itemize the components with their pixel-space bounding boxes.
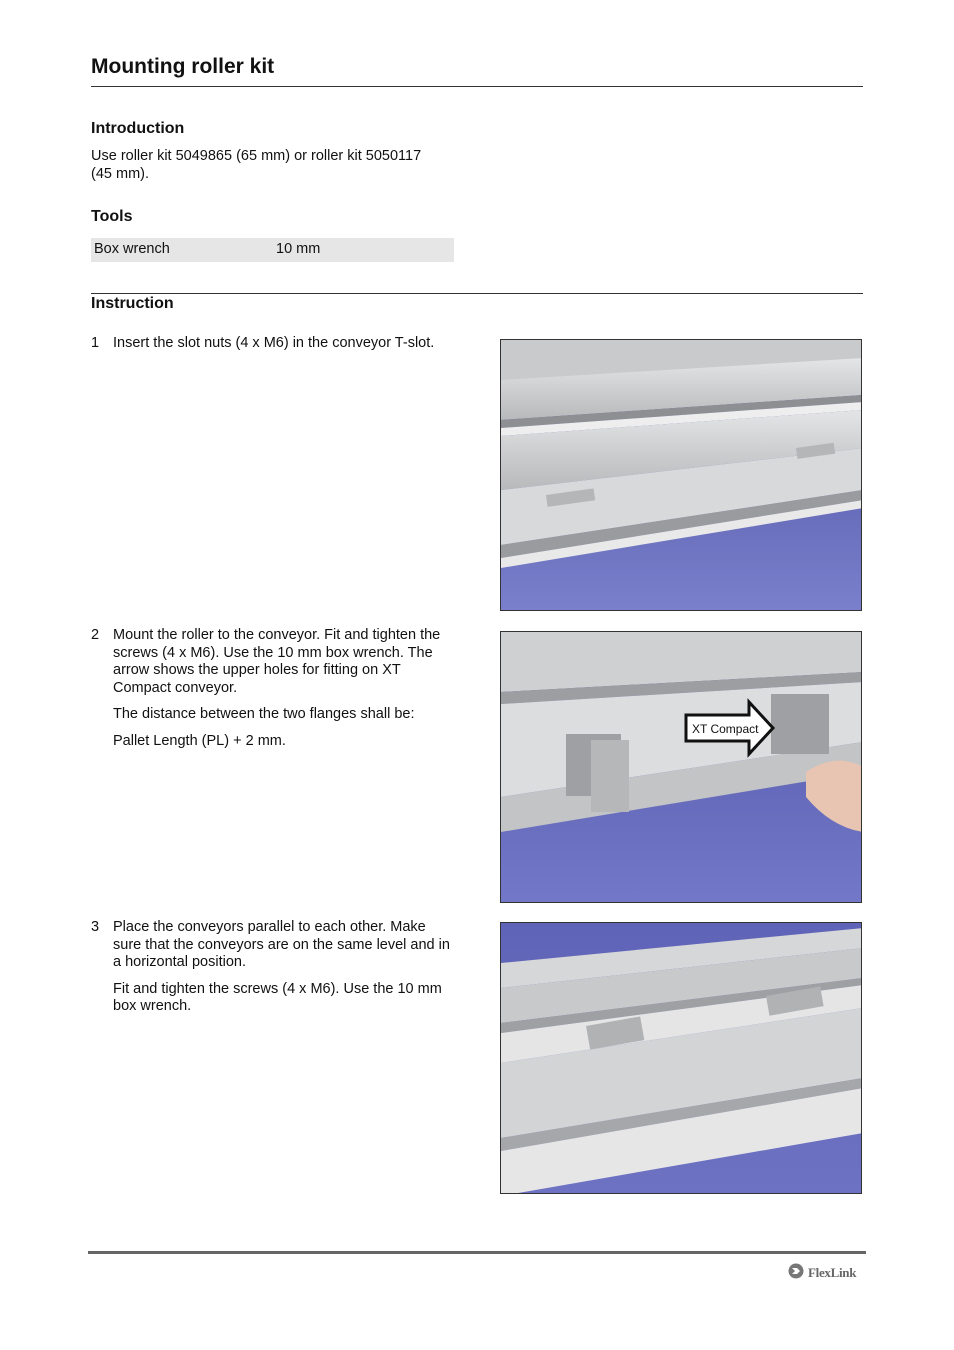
instruction-divider <box>91 293 863 294</box>
step-3-photo <box>500 922 862 1194</box>
tool-name: Box wrench <box>94 241 170 257</box>
xt-compact-label: XT Compact <box>692 722 759 736</box>
introduction-line-2: (45 mm). <box>91 166 149 182</box>
step-paragraph: Mount the roller to the conveyor. Fit and tighten the screws (4 x M6). Use the 10 mm box wrench. The arrow shows the upper holes for fitting on XT Compact conveyor. <box>113 627 441 696</box>
introduction-heading: Introduction <box>91 120 185 137</box>
instruction-heading: Instruction <box>91 295 174 312</box>
step-paragraph: Fit and tighten the screws (4 x M6). Use the 10 mm box wrench. <box>113 980 442 1014</box>
footer-divider <box>88 1251 866 1254</box>
step-paragraph: Pallet Length (PL) + 2 mm. <box>113 732 286 749</box>
flexlink-logo-text: FlexLink <box>808 1265 857 1280</box>
step-3 <box>91 919 456 1025</box>
flexlink-logo <box>788 1264 856 1282</box>
tool-size: 10 mm <box>276 241 321 257</box>
step-1 <box>91 335 456 362</box>
step-paragraph: Insert the slot nuts (4 x M6) in the conveyor T-slot. <box>113 335 435 351</box>
step-2-photo <box>500 631 862 903</box>
step-number: 2 <box>91 627 100 643</box>
step-paragraph: Place the conveyors parallel to each other. Make sure that the conveyors are on the same level and in a horizontal position. <box>113 919 450 970</box>
step-2 <box>91 627 456 759</box>
introduction-text <box>91 147 471 183</box>
introduction-line-1: Use roller kit 5049865 (65 mm) or roller kit 5050117 <box>91 148 422 164</box>
tools-table-row <box>91 238 454 262</box>
tools-heading: Tools <box>91 208 133 225</box>
step-1-photo <box>500 339 862 611</box>
step-number: 3 <box>91 919 100 935</box>
flexlink-logo-icon <box>788 1263 804 1284</box>
step-number: 1 <box>91 335 100 351</box>
step-paragraph: The distance between the two flanges shall be: <box>113 706 415 722</box>
page-title: Mounting roller kit <box>91 55 275 78</box>
title-divider <box>91 86 863 87</box>
